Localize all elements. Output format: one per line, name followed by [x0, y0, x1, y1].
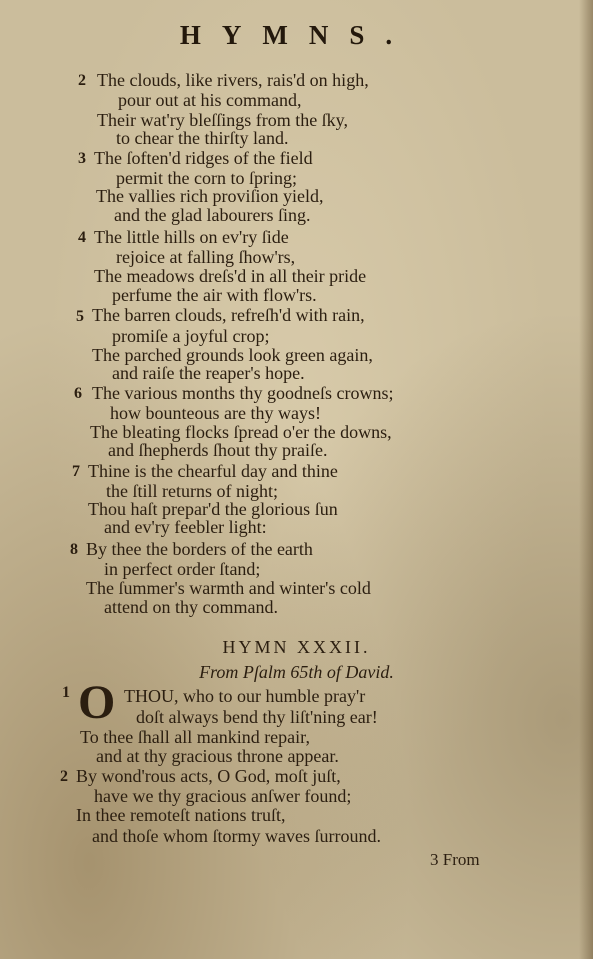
stanza-number: 6	[74, 385, 82, 402]
verse-line: and the glad labourers ſing.	[114, 205, 311, 225]
verse-line: The clouds, like rivers, rais'd on high,	[97, 70, 369, 90]
running-header: HYMNS.	[179, 20, 414, 50]
stanza-number: 2	[60, 768, 68, 785]
stanza-number: 2	[78, 72, 86, 89]
verse-line: Thine is the chearful day and thine	[88, 461, 338, 481]
verse-line: The bleating flocks ſpread o'er the downs,	[90, 422, 392, 442]
catchword: 3 From	[430, 850, 480, 869]
verse-line: By wond'rous acts, O God, moſt juſt,	[76, 766, 341, 786]
verse-line: The parched grounds look green again,	[92, 345, 373, 365]
verse-line: Their wat'ry bleſſings from the ſky,	[97, 110, 349, 130]
verse-line: attend on thy command.	[104, 597, 278, 617]
page-edge-shadow	[579, 0, 593, 959]
verse-line: The ſummer's warmth and winter's cold	[86, 578, 371, 598]
verse-line: In thee remoteſt nations truſt,	[76, 805, 286, 825]
stanza-number: 5	[76, 308, 84, 325]
verse-line: how bounteous are thy ways!	[110, 403, 321, 423]
verse-line: pour out at his command,	[118, 90, 302, 110]
verse-line: Thou haſt prepar'd the glorious ſun	[88, 499, 338, 519]
verse-line: To thee ſhall all mankind repair,	[80, 727, 310, 747]
verse-line: and ſhepherds ſhout thy praiſe.	[108, 440, 328, 460]
verse-line: permit the corn to ſpring;	[116, 168, 297, 188]
verse-line: promiſe a joyful crop;	[112, 326, 270, 346]
verse-line: and thoſe whom ſtormy waves ſurround.	[92, 826, 381, 846]
verse-line: The ſoften'd ridges of the field	[94, 148, 313, 168]
hymn-subtitle: From Pſalm 65th of David.	[199, 662, 394, 682]
verse-line: The barren clouds, refreſh'd with rain,	[92, 305, 365, 325]
verse-line: to chear the thirſty land.	[116, 128, 289, 148]
stanza-number: 3	[78, 150, 86, 167]
drop-cap: O	[78, 676, 116, 729]
verse-line: and at thy gracious throne appear.	[96, 746, 339, 766]
verse-line: rejoice at falling ſhow'rs,	[116, 247, 296, 267]
verse-line: and raiſe the reaper's hope.	[112, 363, 305, 383]
verse-line: in perfect order ſtand;	[104, 559, 261, 579]
verse-line: The various months thy goodneſs crowns;	[92, 383, 394, 403]
stanza-number: 4	[78, 229, 86, 246]
stanza-number: 8	[70, 541, 78, 558]
verse-line: The meadows dreſs'd in all their pride	[94, 266, 367, 286]
verse-line: THOU, who to our humble pray'r	[124, 686, 366, 706]
hymn-title: HYMN XXXII.	[222, 637, 371, 657]
stanza-number: 1	[62, 684, 70, 701]
verse-line: perfume the air with flow'rs.	[112, 285, 317, 305]
verse-line: By thee the borders of the earth	[86, 539, 313, 559]
verse-line: have we thy gracious anſwer found;	[94, 786, 352, 806]
verse-line: The vallies rich proviſion yield,	[96, 186, 324, 206]
verse-line: doſt always bend thy liſt'ning ear!	[136, 707, 378, 727]
verse-line: The little hills on ev'ry ſide	[94, 227, 289, 247]
verse-line: the ſtill returns of night;	[106, 481, 278, 501]
verse-line: and ev'ry feebler light:	[104, 517, 267, 537]
stanza-number: 7	[72, 463, 80, 480]
